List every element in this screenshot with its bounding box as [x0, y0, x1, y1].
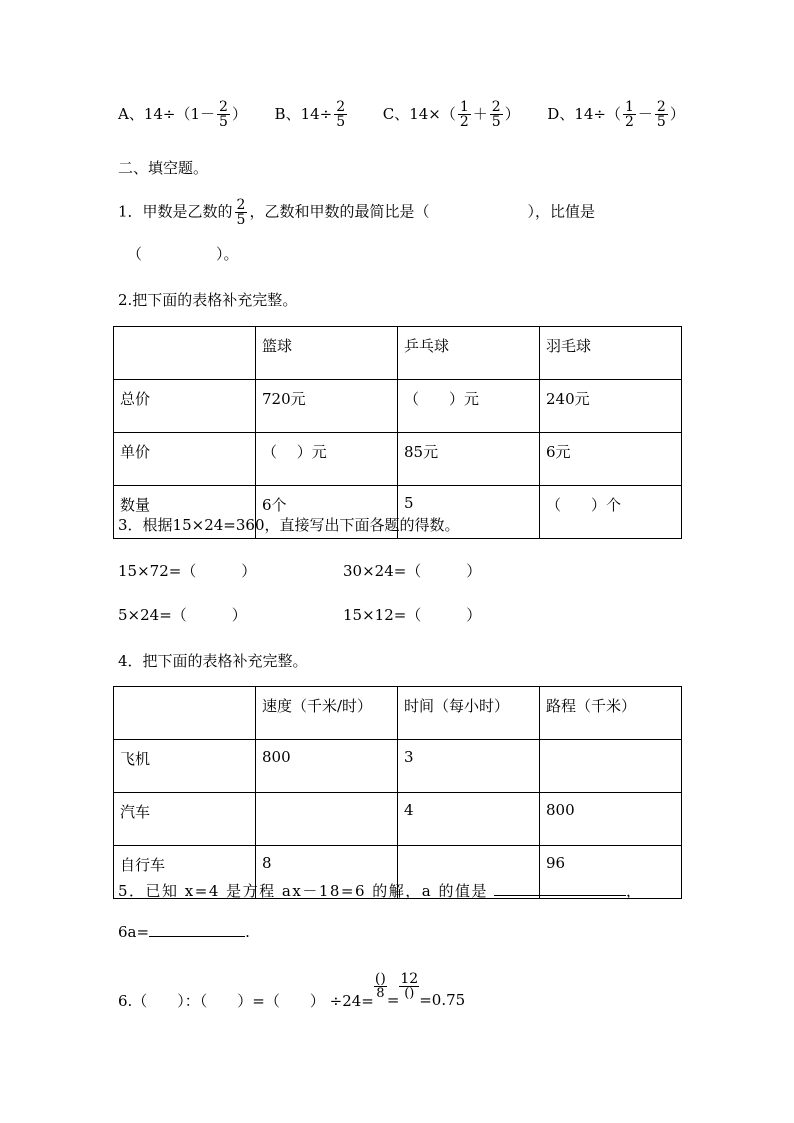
fraction-denominator: 2 [624, 114, 634, 130]
fraction-numerator: 2 [219, 99, 228, 115]
fraction-denominator: 5 [219, 114, 228, 130]
fraction-denominator: 2 [459, 114, 469, 130]
q6-equals: = [386, 991, 400, 1009]
option-d-text: D、14÷（ [547, 104, 621, 123]
fraction [655, 100, 668, 129]
option-b [274, 99, 354, 130]
q1-text-mid: ，乙数和甲数的最简比是（ [249, 202, 430, 221]
operator: － [637, 104, 653, 123]
fraction-denominator[interactable]: () [404, 986, 415, 1001]
table-cell: 速度（千米/时） [256, 687, 398, 740]
fraction-denominator: 8 [376, 986, 385, 1001]
question-3-title: 3．根据15×24=360，直接写出下面各题的得数。 [118, 516, 460, 534]
question-4-title: 4．把下面的表格补充完整。 [118, 652, 308, 670]
table-cell: 汽车 [114, 793, 256, 846]
table-cell: 5 [398, 486, 540, 539]
table-cell: 数量 [114, 486, 256, 539]
table-row [114, 433, 682, 486]
q5-text-2: 6a= [118, 923, 150, 941]
q3-item-4[interactable]: 15×12=（ ） [343, 606, 482, 624]
option-b-text: B、14÷ [274, 104, 333, 123]
table-cell[interactable] [256, 793, 398, 846]
table-cell: 6元 [540, 433, 682, 486]
q3-item-1[interactable]: 15×72=（ ） [118, 562, 257, 580]
table-cell: 720元 [256, 380, 398, 433]
option-c [382, 99, 525, 130]
q5-period: . [245, 923, 250, 941]
fraction-numerator: 1 [459, 99, 469, 115]
fraction [458, 100, 471, 129]
table-cell: 乒乓球 [398, 327, 540, 380]
table-cell: 篮球 [256, 327, 398, 380]
table-cell: 4 [398, 793, 540, 846]
table-cell: 3 [398, 740, 540, 793]
fraction-numerator: 2 [491, 99, 501, 115]
question-1-line-1 [118, 198, 595, 227]
fraction [623, 100, 636, 129]
fraction-denominator: 5 [491, 114, 501, 130]
fraction [490, 100, 503, 129]
q5-text: 5．已知 x=4 是方程 ax－18=6 的解，a 的值是 [118, 882, 489, 900]
fraction-numerator: 1 [624, 99, 634, 115]
fraction-numerator: 2 [656, 99, 666, 115]
q2-table [113, 326, 682, 539]
table-cell: 8 [256, 846, 398, 899]
table-header-row [114, 687, 682, 740]
table-cell: 800 [540, 793, 682, 846]
table-cell[interactable]: （ ）元 [398, 380, 540, 433]
table-cell: 240元 [540, 380, 682, 433]
fraction [217, 100, 230, 129]
fraction-numerator: 2 [336, 99, 346, 115]
option-d-close: ） [669, 104, 685, 123]
table-cell[interactable]: （ ）元 [256, 433, 398, 486]
fraction [374, 972, 387, 1000]
question-5-line-1 [118, 880, 678, 901]
table-row [114, 793, 682, 846]
q1-answer-open: （ [127, 245, 143, 263]
q6-tail: =0.75 [419, 991, 466, 1009]
table-cell [114, 687, 256, 740]
q1-text: 1．甲数是乙数的 [118, 202, 233, 221]
table-row [114, 380, 682, 433]
table-cell[interactable] [540, 740, 682, 793]
q3-item-3[interactable]: 5×24=（ ） [118, 606, 247, 624]
table-cell: 96 [540, 846, 682, 899]
section-title: 二、填空题。 [118, 159, 209, 177]
fraction-numerator: 12 [400, 971, 419, 987]
q1-answer-close: ）。 [216, 245, 239, 263]
table-cell: 飞机 [114, 740, 256, 793]
option-a-close: ） [231, 104, 247, 123]
fraction-denominator: 5 [656, 114, 666, 130]
q1-text-end: ），比值是 [527, 202, 595, 221]
q5-answer-blank-2[interactable] [149, 922, 245, 937]
option-d [547, 99, 685, 130]
table-cell: 800 [256, 740, 398, 793]
question-6 [118, 971, 466, 1010]
fraction [399, 972, 419, 1000]
table-cell [114, 327, 256, 380]
fraction-denominator: 5 [236, 212, 246, 228]
table-cell: 路程（千米） [540, 687, 682, 740]
table-cell: 时间（每小时） [398, 687, 540, 740]
option-c-text: C、14×（ [382, 104, 456, 123]
table-cell: 6个 [256, 486, 398, 539]
q5-comma: ， [626, 882, 642, 900]
table-cell: 羽毛球 [540, 327, 682, 380]
q3-item-2[interactable]: 30×24=（ ） [343, 562, 482, 580]
table-cell: 自行车 [114, 846, 256, 899]
fraction-denominator: 5 [336, 114, 346, 130]
q6-text[interactable]: 6.（ ）：（ ）=（ ） ÷24= [118, 991, 374, 1010]
option-c-close: ） [504, 104, 520, 123]
table-row [114, 740, 682, 793]
fraction [334, 100, 347, 129]
table-cell: 总价 [114, 380, 256, 433]
q4-table [113, 686, 682, 899]
table-cell[interactable]: （ ）个 [540, 486, 682, 539]
question-2-title: 2.把下面的表格补充完整。 [118, 291, 298, 309]
table-header-row [114, 327, 682, 380]
option-a-text: A、14÷（1－ [118, 104, 216, 123]
operator: ＋ [472, 104, 488, 123]
q5-answer-blank[interactable] [494, 881, 626, 896]
option-a [118, 99, 252, 130]
fraction-numerator[interactable]: () [374, 971, 386, 987]
fraction-numerator: 2 [236, 197, 246, 213]
table-cell: 单价 [114, 433, 256, 486]
question-1-line-2 [127, 243, 239, 264]
table-cell: 85元 [398, 433, 540, 486]
options-line [118, 100, 685, 129]
question-5-line-2 [118, 922, 250, 941]
fraction [235, 198, 248, 227]
